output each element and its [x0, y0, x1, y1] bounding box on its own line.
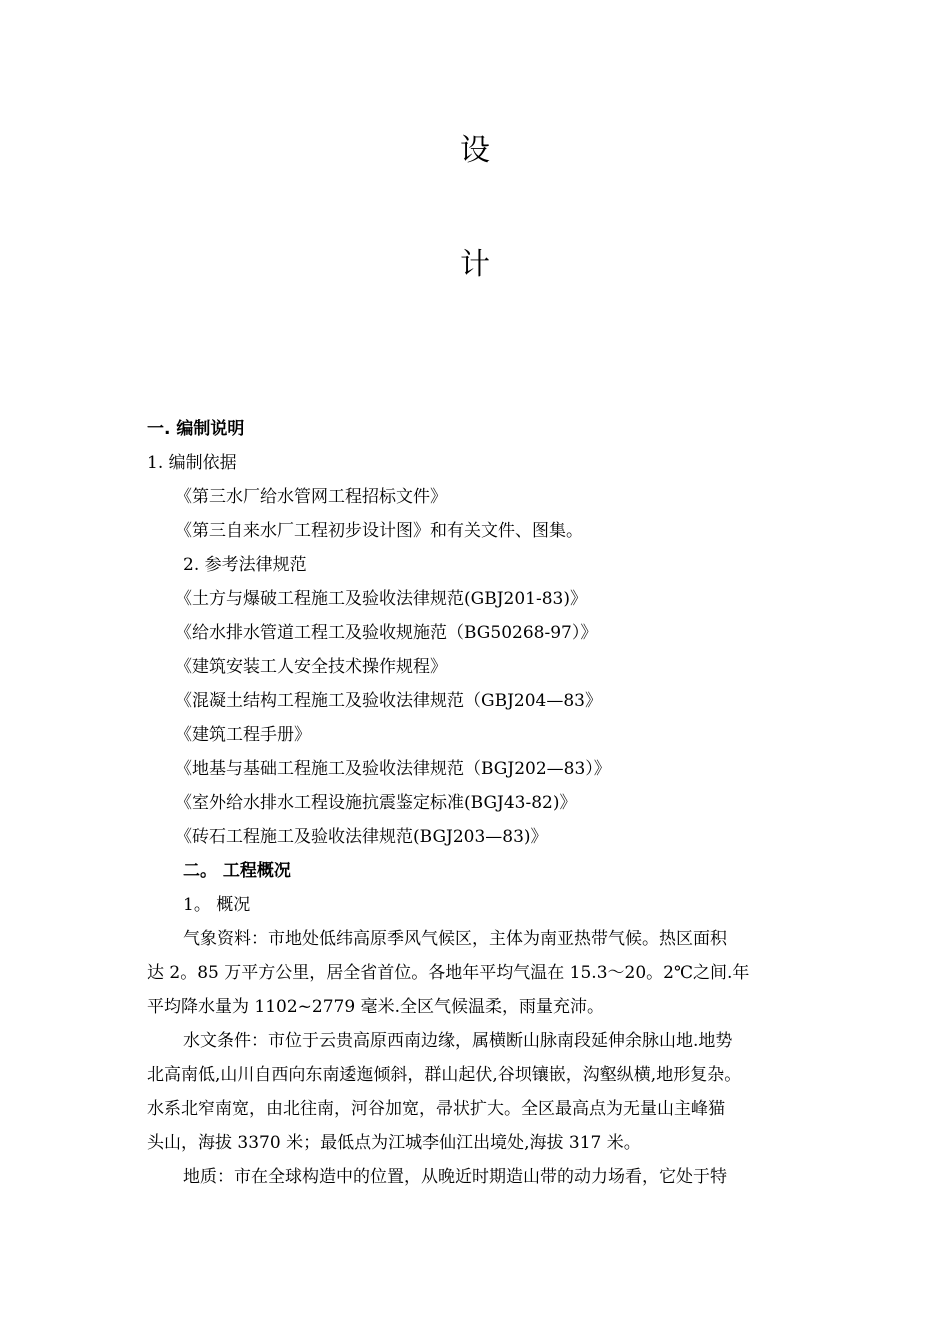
section-1-item-2: 2. 参考法律规范	[183, 555, 307, 575]
paragraph-line: 地质：市在全球构造中的位置，从晚近时期造山带的动力场看，它处于特	[183, 1167, 727, 1187]
section-2-item-1: 1。 概况	[183, 895, 251, 915]
basis-item: 《第三自来水厂工程初步设计图》和有关文件、图集。	[175, 521, 583, 541]
regulation-item: 《建筑安装工人安全技术操作规程》	[175, 657, 447, 677]
document-body	[147, 412, 817, 1194]
title-char-1: 设	[460, 133, 490, 168]
section-2-heading: 二。 工程概况	[183, 861, 291, 881]
geology-paragraph	[147, 1160, 817, 1194]
section-1-heading: 一. 编制说明	[147, 419, 245, 439]
paragraph-line: 平均降水量为 1102~2779 毫米.全区气候温柔，雨量充沛。	[147, 997, 604, 1017]
regulation-item: 《土方与爆破工程施工及验收法律规范(GBJ201-83)》	[175, 589, 587, 609]
paragraph-line: 水文条件：市位于云贵高原西南边缘，属横断山脉南段延伸余脉山地.地势	[183, 1031, 733, 1051]
hydrology-paragraph	[147, 1024, 817, 1160]
title-char-2: 计	[460, 247, 490, 282]
regulation-item: 《混凝土结构工程施工及验收法律规范（GBJ204—83》	[175, 691, 602, 711]
paragraph-line: 达 2。85 万平方公里，居全省首位。各地年平均气温在 15.3～20。2℃之间.年	[147, 963, 750, 983]
section-1-item-1: 1. 编制依据	[147, 453, 237, 473]
regulation-item: 《室外给水排水工程设施抗震鉴定标准(BGJ43-82)》	[175, 793, 577, 813]
climate-paragraph	[147, 922, 817, 1024]
paragraph-line: 头山，海拔 3370 米；最低点为江城李仙江出境处,海拔 317 米。	[147, 1133, 641, 1153]
regulation-item: 《建筑工程手册》	[175, 725, 311, 745]
regulation-item: 《给水排水管道工程工及验收规施范（BG50268-97）》	[175, 623, 598, 643]
paragraph-line: 气象资料：市地处低纬高原季风气候区，主体为南亚热带气候。热区面积	[183, 929, 727, 949]
paragraph-line: 北高南低,山川自西向东南逶迤倾斜，群山起伏,谷坝镶嵌，沟壑纵横,地形复杂。	[147, 1065, 742, 1085]
regulation-item: 《砖石工程施工及验收法律规范(BGJ203—83)》	[175, 827, 548, 847]
regulation-item: 《地基与基础工程施工及验收法律规范（BGJ202—83）》	[175, 759, 611, 779]
paragraph-line: 水系北窄南宽，由北往南，河谷加宽，帚状扩大。全区最高点为无量山主峰猫	[147, 1099, 725, 1119]
basis-item: 《第三水厂给水管网工程招标文件》	[175, 487, 447, 507]
